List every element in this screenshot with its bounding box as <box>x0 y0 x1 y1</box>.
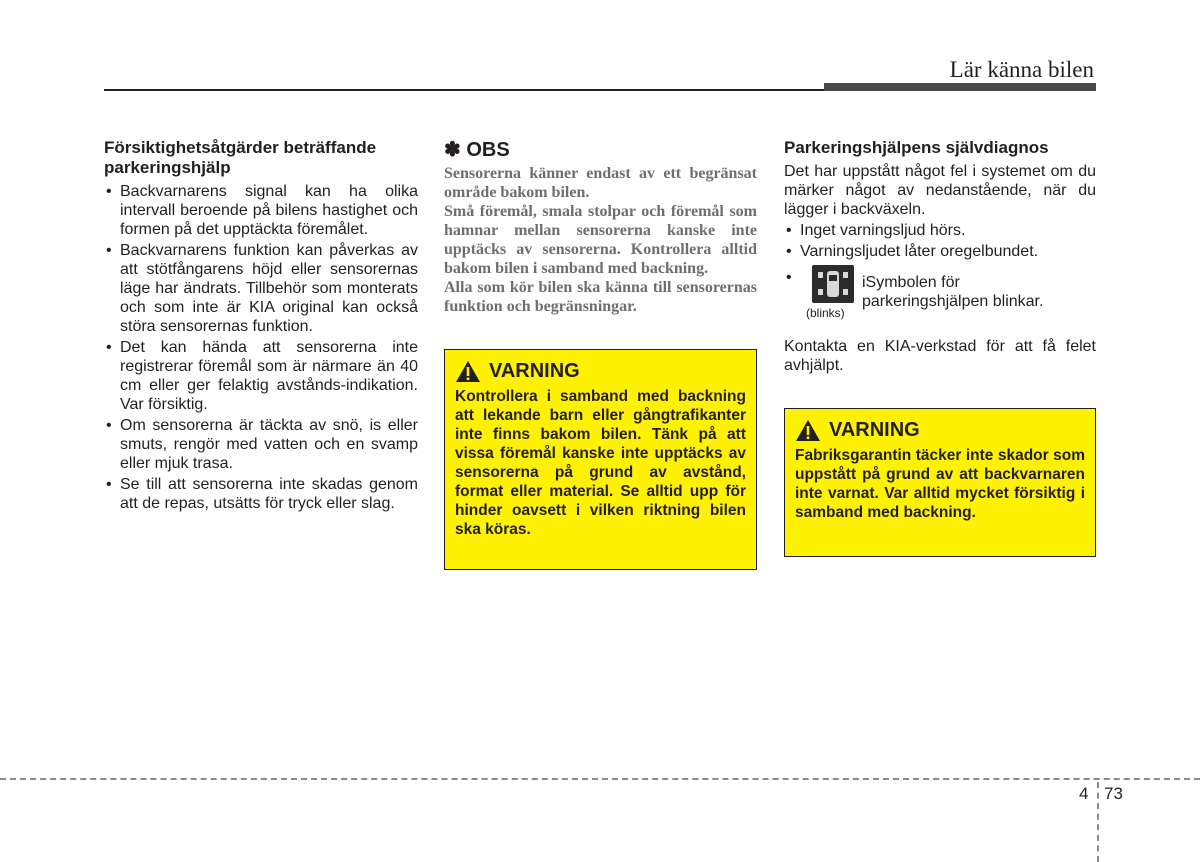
right-intro: Det har uppstått något fel i systemet om du märker något av nedanstående, när du lägger i backväxeln. <box>784 163 1096 218</box>
obs-paragraph: Sensorerna känner endast av ett begränsat område bakom bilen. <box>444 165 757 201</box>
list-item: • Det kan hända att sensorerna inte registrerar föremål som är närmare än 40 cm eller ger felaktig avstånds-indikation. Var försiktig. <box>104 338 418 414</box>
warning-triangle-icon <box>795 419 821 442</box>
obs-paragraph: Små föremål, smala stolpar och föremål som hamnar mellan sensorerna kanske inte upptäcks av sensorerna. Kontrollera alltid bakom bilen i samband med backning. <box>444 203 757 277</box>
warning-title: VARNING <box>489 360 580 382</box>
parking-sensor-icon <box>812 265 854 303</box>
header-rule <box>104 89 824 91</box>
warning-title-row <box>455 360 746 383</box>
symbol-description <box>862 273 1043 311</box>
symbol-box <box>800 265 856 327</box>
symbol-text-line: parkeringshjälpen blinkar. <box>862 293 1044 310</box>
right-bullet-list <box>784 221 1096 261</box>
list-item: • Inget varningsljud hörs. <box>784 221 1096 240</box>
warning-text: Fabriksgarantin täcker inte skador som uppstått på grund av att backvarnaren inte varnat. Var alltid mycket försiktig i samband med backning. <box>795 447 1085 521</box>
chapter-number: 4 <box>1079 784 1089 803</box>
list-item: • Backvarnarens funktion kan påverkas av att stötfångarens höjd eller sensorernas läge har ändrats. Tillbehör som monterats och som inte är KIA original kan också störa sensorernas funktion. <box>104 241 418 336</box>
warning-text: Kontrollera i samband med backning att lekande barn eller gångtrafikanter inte finns bakom bilen. Tänk på att vissa föremål kanske inte upptäcks av sensorerna på grund av avstånd, format eller material. Se alltid upp för hinder oavsett i vilken riktning bilen ska köras. <box>455 388 746 538</box>
contact-text: Kontakta en KIA-verkstad för att få felet avhjälpt. <box>784 338 1096 374</box>
list-item: • Om sensorerna är täckta av snö, is eller smuts, rengör med vatten och en svamp eller mjuk trasa. <box>104 416 418 473</box>
list-item: • Backvarnarens signal kan ha olika intervall beroende på bilens hastighet och formen på det upptäckta föremålet. <box>104 182 418 239</box>
list-item: • Varningsljudet låter oregelbundet. <box>784 242 1096 261</box>
header-bar <box>824 83 1096 91</box>
warning-box-middle <box>444 349 757 570</box>
symbol-caption: (blinks) <box>806 306 845 320</box>
symbol-text-line: iSymbolen för <box>862 274 960 291</box>
bullet-marker: • <box>786 269 792 286</box>
page-number: 73 <box>1104 784 1123 803</box>
symbol-row <box>784 269 1096 331</box>
warning-triangle-icon <box>455 360 481 383</box>
footer-rule <box>0 778 1200 780</box>
obs-title: ✽ OBS <box>444 139 510 161</box>
section-title: Lär känna bilen <box>949 57 1094 82</box>
right-column <box>784 138 1096 375</box>
warning-box-right <box>784 408 1096 557</box>
warning-title-row <box>795 419 1085 442</box>
right-heading: Parkeringshjälpens självdiagnos <box>784 138 1049 157</box>
footer-divider <box>1097 782 1099 862</box>
warning-title: VARNING <box>829 419 920 441</box>
obs-paragraph: Alla som kör bilen ska känna till sensorernas funktion och begränsningar. <box>444 279 757 315</box>
list-item: • Se till att sensorerna inte skadas genom att de repas, utsätts för tryck eller slag. <box>104 475 418 513</box>
left-heading: Försiktighetsåtgärder beträffande parkeringshjälp <box>104 138 377 177</box>
middle-column <box>444 138 757 316</box>
left-bullet-list <box>104 182 418 513</box>
left-column <box>104 138 418 515</box>
